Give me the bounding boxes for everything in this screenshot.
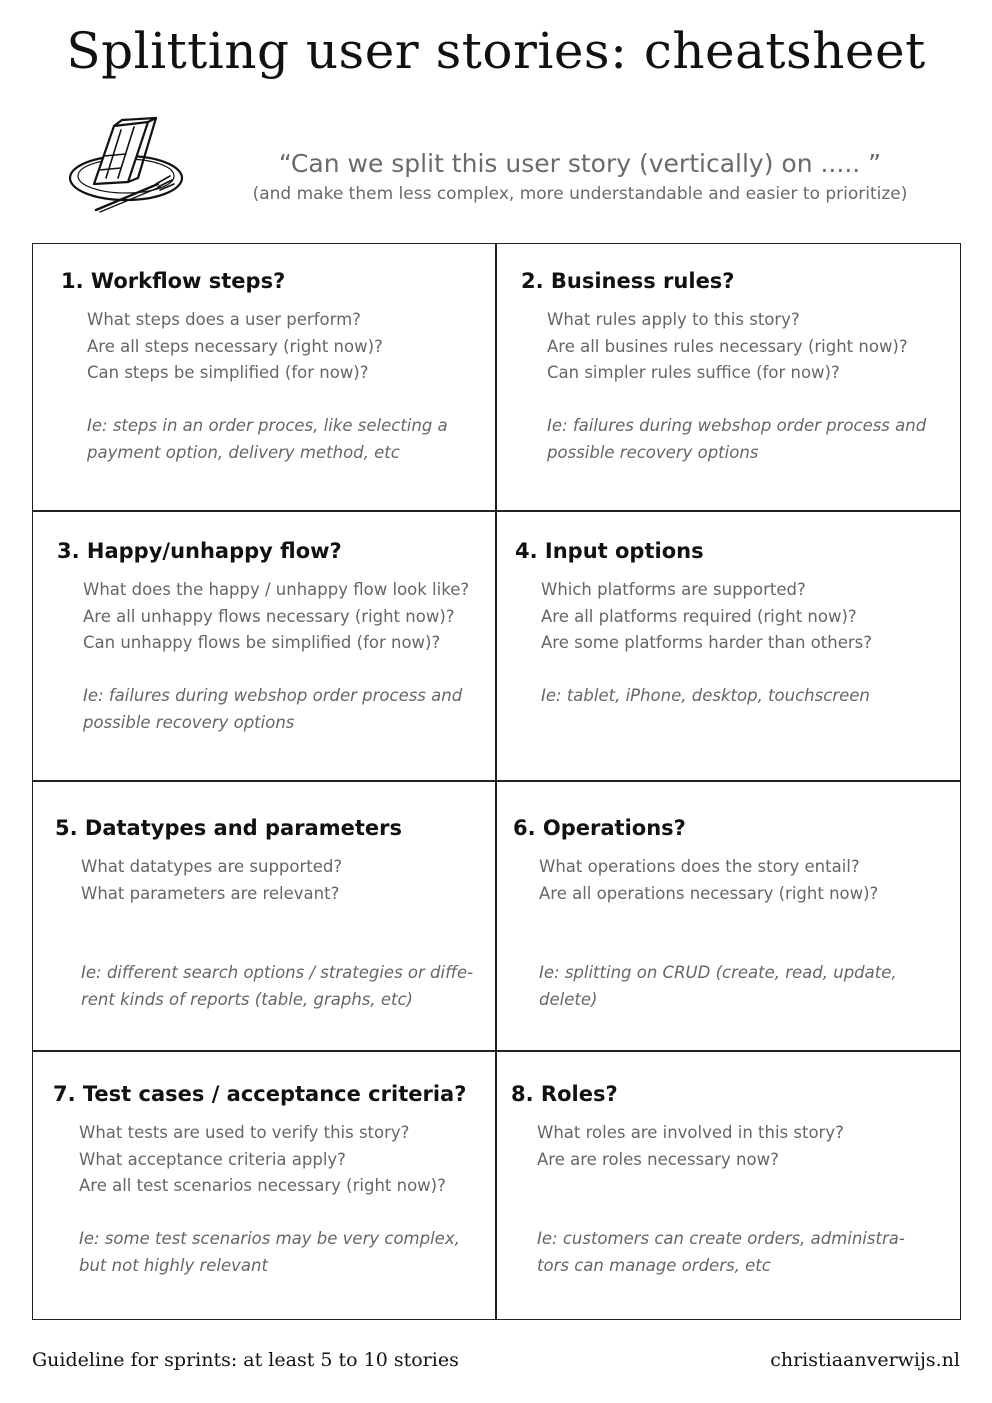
- cheatsheet-grid: [32, 243, 961, 1320]
- question-line: Can steps be simplified (for now)?: [87, 363, 369, 383]
- question-line: What datatypes are supported?: [81, 857, 343, 876]
- cell-roles: [511, 1079, 931, 1280]
- cell-heading: 1. Workflow steps?: [61, 269, 286, 293]
- cake-slice-icon: [66, 112, 196, 217]
- question-line: Are some platforms harder than others?: [541, 633, 872, 653]
- cell-happy-unhappy-flow: [57, 536, 477, 737]
- cell-example: [547, 413, 941, 466]
- example-line: Ie: splitting on CRUD (create, read, update,: [539, 963, 897, 983]
- example-line: tors can manage orders, etc: [537, 1256, 771, 1276]
- grid-divider-vertical: [495, 244, 497, 1319]
- question-line: What acceptance criteria apply?: [79, 1149, 346, 1169]
- page-title: Splitting user stories: cheatsheet: [66, 22, 926, 80]
- cell-questions: [87, 307, 481, 387]
- question-line: Can simpler rules suffice (for now)?: [547, 363, 840, 383]
- cell-example: [537, 1226, 931, 1279]
- question-line: Are all steps necessary (right now)?: [87, 336, 383, 356]
- cell-heading: 5. Datatypes and parameters: [55, 816, 402, 840]
- cell-test-cases: [53, 1079, 473, 1280]
- grid-divider-horizontal: [33, 1050, 960, 1052]
- example-line: rent kinds of reports (table, graphs, etc): [81, 990, 413, 1010]
- question-line: Which platforms are supported?: [541, 580, 806, 599]
- cell-heading: 6. Operations?: [513, 816, 686, 840]
- cell-questions: [541, 577, 935, 657]
- example-line: possible recovery options: [83, 712, 295, 732]
- question-line: What steps does a user perform?: [87, 310, 361, 329]
- cell-questions: [539, 854, 933, 907]
- question-line: What operations does the story entail?: [539, 857, 860, 876]
- cell-example: [539, 960, 933, 1013]
- example-line: payment option, delivery method, etc: [87, 442, 400, 462]
- question-line: What parameters are relevant?: [81, 883, 340, 903]
- question-line: What rules apply to this story?: [547, 310, 800, 329]
- question-line: What does the happy / unhappy flow look like?: [83, 580, 470, 599]
- subtitle: [210, 146, 950, 206]
- example-line: Ie: steps in an order proces, like selecting a: [87, 416, 448, 436]
- question-line: Are are roles necessary now?: [537, 1149, 779, 1169]
- cell-business-rules: [521, 266, 941, 467]
- cell-heading: 7. Test cases / acceptance criteria?: [53, 1082, 467, 1106]
- question-line: Are all operations necessary (right now)?: [539, 883, 879, 903]
- cell-example: [87, 413, 481, 466]
- example-line: Ie: customers can create orders, administra-: [537, 1229, 905, 1249]
- footer-website-link[interactable]: christiaanverwijs.nl: [770, 1349, 960, 1371]
- question-line: What roles are involved in this story?: [537, 1123, 844, 1142]
- cell-questions: [83, 577, 477, 657]
- example-line: Ie: failures during webshop order process and: [83, 686, 463, 706]
- footer-guideline: Guideline for sprints: at least 5 to 10 stories: [32, 1349, 459, 1371]
- example-line: Ie: failures during webshop order process and: [547, 416, 927, 436]
- example-line: Ie: some test scenarios may be very complex,: [79, 1229, 460, 1249]
- cell-heading: 3. Happy/unhappy flow?: [57, 539, 342, 563]
- cell-example: [79, 1226, 473, 1279]
- cell-example: [541, 683, 935, 710]
- cell-heading: 4. Input options: [515, 539, 704, 563]
- cell-questions: [547, 307, 941, 387]
- cell-questions: [79, 1120, 473, 1200]
- cell-example: [83, 683, 477, 736]
- example-line: possible recovery options: [547, 442, 759, 462]
- example-line: but not highly relevant: [79, 1255, 268, 1275]
- question-line: Can unhappy flows be simplified (for now)?: [83, 633, 441, 653]
- subtitle-note: (and make them less complex, more understandable and easier to prioritize): [252, 184, 908, 204]
- cell-heading: 2. Business rules?: [521, 269, 735, 293]
- cell-example: [81, 960, 475, 1013]
- subtitle-question: “Can we split this user story (vertically) on ..... ”: [278, 149, 882, 178]
- question-line: Are all test scenarios necessary (right now)?: [79, 1176, 446, 1196]
- cell-workflow-steps: [61, 266, 481, 467]
- question-line: Are all platforms required (right now)?: [541, 606, 857, 626]
- question-line: Are all unhappy flows necessary (right now)?: [83, 606, 455, 626]
- cell-questions: [81, 854, 475, 907]
- cell-datatypes-parameters: [55, 813, 475, 1014]
- question-line: Are all busines rules necessary (right now)?: [547, 336, 908, 356]
- example-line: Ie: different search options / strategies or diffe-: [81, 963, 474, 983]
- example-line: Ie: tablet, iPhone, desktop, touchscreen: [541, 686, 870, 706]
- cell-operations: [513, 813, 933, 1014]
- grid-divider-horizontal: [33, 510, 960, 512]
- grid-divider-horizontal: [33, 780, 960, 782]
- question-line: What tests are used to verify this story?: [79, 1123, 410, 1142]
- example-line: delete): [539, 990, 598, 1010]
- cell-input-options: [515, 536, 935, 710]
- cell-questions: [537, 1120, 931, 1173]
- cell-heading: 8. Roles?: [511, 1082, 618, 1106]
